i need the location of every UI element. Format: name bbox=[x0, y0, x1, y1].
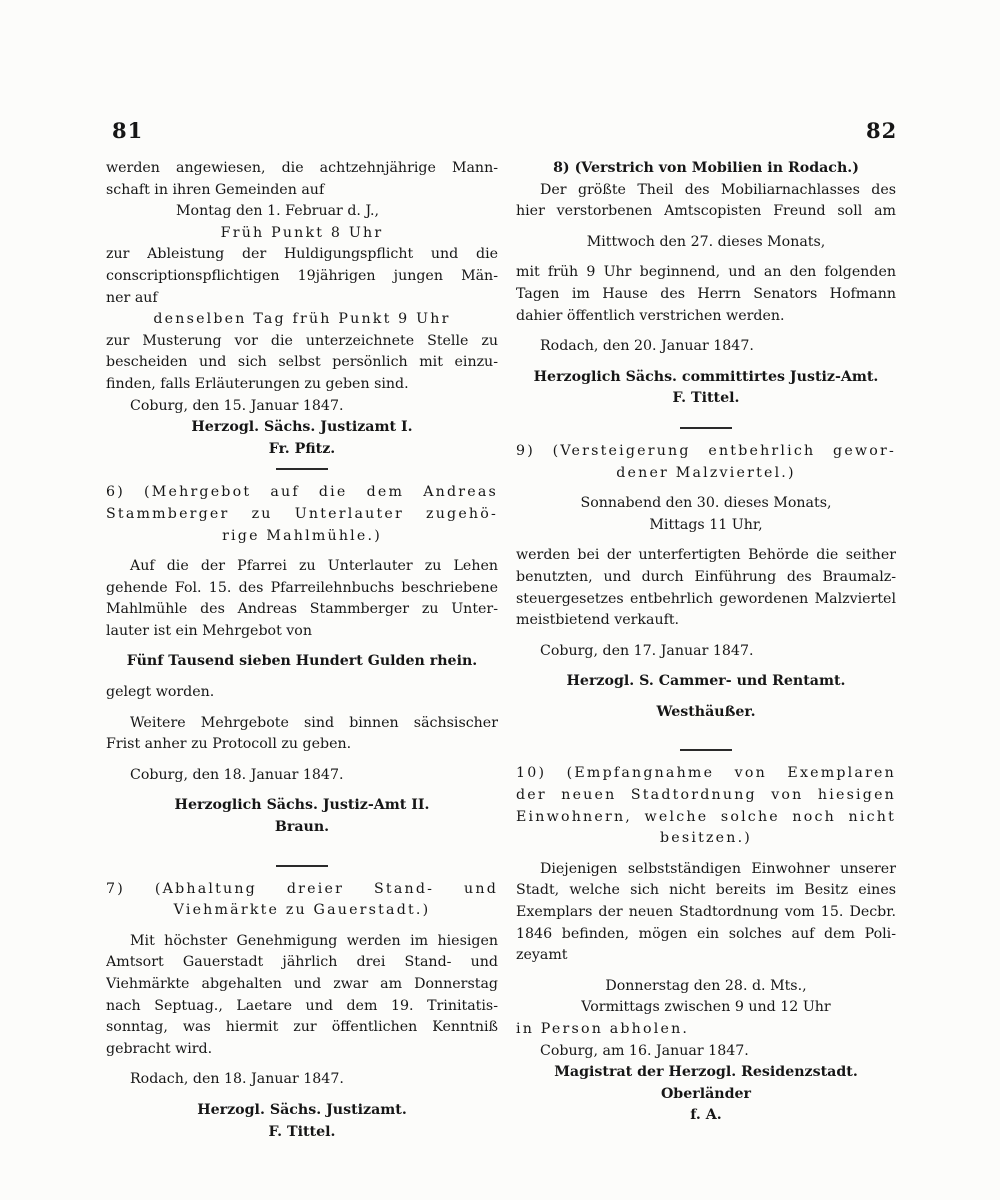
text-line: sonntag, was hiermit zur öffentlichen Kenntniß bbox=[106, 1019, 498, 1036]
notice-heading-line: 7) (Abhaltung dreier Stand- und bbox=[106, 880, 498, 897]
text-line: Mit höchster Genehmigung werden im hiesigen bbox=[130, 932, 498, 949]
text-line: dahier öffentlich verstrichen werden. bbox=[516, 307, 785, 324]
text-line: gehende Fol. 15. des Pfarreilehnbuchs beschriebene bbox=[106, 579, 498, 596]
text-line: werden angewiesen, die achtzehnjährige Mann- bbox=[106, 160, 498, 176]
notice-signature: F. Tittel. bbox=[672, 390, 740, 407]
text-line: meistbietend verkauft. bbox=[516, 612, 680, 629]
text-line: mit früh 9 Uhr beginnend, und an den folgenden bbox=[516, 264, 896, 281]
text-line: 1846 befinden, mögen ein solches auf dem Poli- bbox=[516, 925, 896, 942]
notice-authority: Magistrat der Herzogl. Residenzstadt. bbox=[554, 1064, 858, 1081]
notice-authority: Herzoglich Sächs. committirtes Justiz-Amt. bbox=[533, 368, 879, 385]
notice-authority: Herzogl. Sächs. Justizamt. bbox=[197, 1101, 407, 1118]
page-number-right: 82 bbox=[866, 118, 898, 143]
notice-heading-line: Einwohnern, welche solche noch nicht bbox=[516, 808, 896, 825]
text-line: Sonnabend den 30. dieses Monats, bbox=[580, 495, 832, 512]
notice-date: Coburg, den 17. Januar 1847. bbox=[540, 642, 754, 659]
notice-signature: Fr. Pfitz. bbox=[268, 440, 336, 457]
right-column bbox=[516, 158, 896, 1127]
notice-heading-line: der neuen Stadtordnung von hiesigen bbox=[516, 787, 896, 804]
text-line: Mittwoch den 27. dieses Monats, bbox=[586, 233, 826, 250]
text-line: denselben Tag früh Punkt 9 Uhr bbox=[153, 311, 451, 328]
notice-heading-line: dener Malzviertel.) bbox=[616, 464, 796, 481]
notice-heading-line: 10) (Empfangnahme von Exemplaren bbox=[516, 765, 896, 782]
text-line: werden bei der unterfertigten Behörde die seither bbox=[516, 547, 896, 564]
notice-heading-line: Stammberger zu Unterlauter zugehö- bbox=[106, 505, 498, 522]
text-line: Frist anher zu Protocoll zu geben. bbox=[106, 736, 352, 753]
section-divider bbox=[680, 427, 732, 429]
text-line: Vormittags zwischen 9 und 12 Uhr bbox=[581, 999, 831, 1016]
text-line: hier verstorbenen Amtscopisten Freund soll am bbox=[516, 203, 896, 220]
text-line: gelegt worden. bbox=[106, 684, 215, 701]
text-line: lauter ist ein Mehrgebot von bbox=[106, 622, 312, 639]
text-line: in Person abholen. bbox=[516, 1021, 690, 1037]
notice-signature: F. Tittel. bbox=[268, 1123, 336, 1140]
text-line: Tagen im Hause des Herrn Senators Hofmann bbox=[516, 285, 896, 302]
notice-signature: Oberländer bbox=[660, 1085, 752, 1102]
text-line: benutzten, und durch Einführung des Braumalz- bbox=[516, 568, 896, 585]
notice-6 bbox=[106, 482, 498, 838]
text-line: Viehmärkte abgehalten und zwar am Donnerstag bbox=[106, 976, 498, 992]
notice-date: Coburg, den 18. Januar 1847. bbox=[130, 766, 344, 783]
text-line: ner auf bbox=[106, 289, 158, 306]
text-line: zur Ableistung der Huldigungspflicht und die bbox=[106, 246, 498, 263]
left-column bbox=[106, 158, 498, 1143]
text-line: schaft in ihren Gemeinden auf bbox=[106, 181, 325, 198]
text-line: Mahlmühle des Andreas Stammberger zu Unter- bbox=[106, 601, 498, 618]
notice-heading-line: 8) (Verstrich von Mobilien in Rodach.) bbox=[553, 160, 859, 176]
notice-date: Coburg, am 16. Januar 1847. bbox=[540, 1042, 749, 1059]
notice-heading-line: besitzen.) bbox=[659, 830, 753, 847]
text-line: Stadt, welche sich nicht bereits im Besitz eines bbox=[516, 882, 896, 899]
text-line: Donnerstag den 28. d. Mts., bbox=[605, 977, 807, 994]
notice-heading-line: 6) (Mehrgebot auf die dem Andreas bbox=[106, 484, 498, 501]
notice-10 bbox=[516, 763, 896, 1127]
notice-7 bbox=[106, 879, 498, 1144]
text-line: zeyamt bbox=[516, 947, 568, 964]
text-line: conscriptionspflichtigen 19jährigen jungen Män- bbox=[106, 267, 498, 284]
text-line: nach Septuag., Laetare und dem 19. Trinitatis- bbox=[106, 997, 498, 1014]
text-line: Der größte Theil des Mobiliarnachlasses des bbox=[540, 181, 896, 198]
text-line: Amtsort Gauerstadt jährlich drei Stand- und bbox=[106, 954, 498, 971]
notice-heading-line: 9) (Versteigerung entbehrlich gewor- bbox=[516, 442, 896, 459]
section-divider bbox=[276, 468, 328, 470]
notice-signature: Westhäußer. bbox=[656, 703, 756, 720]
text-line: zur Musterung vor die unterzeichnete Stelle zu bbox=[106, 332, 498, 349]
notice-authority: Herzogl. S. Cammer- und Rentamt. bbox=[566, 673, 846, 690]
text-line: bescheiden und sich selbst persönlich mit einzu- bbox=[106, 354, 498, 371]
text-line: Früh Punkt 8 Uhr bbox=[220, 224, 384, 241]
text-line: Exemplars der neuen Stadtordnung vom 15. Decbr. bbox=[516, 904, 896, 921]
text-line: Mittags 11 Uhr, bbox=[649, 516, 763, 533]
notice-signature: Braun. bbox=[274, 819, 330, 836]
bid-amount: Fünf Tausend sieben Hundert Gulden rhein. bbox=[126, 653, 478, 670]
notice-8 bbox=[516, 158, 896, 410]
notice-date: Rodach, den 18. Januar 1847. bbox=[130, 1071, 344, 1088]
text-line: Diejenigen selbstständigen Einwohner unserer bbox=[540, 860, 896, 877]
text-line: steuergesetzes entbehrlich gewordenen Malzviertel bbox=[516, 590, 896, 607]
text-line: Weitere Mehrgebote sind binnen sächsischer bbox=[130, 714, 498, 731]
text-line: Montag den 1. Februar d. J., bbox=[176, 203, 380, 220]
text-line: gebracht wird. bbox=[106, 1040, 213, 1057]
notice-heading-line: rige Mahlmühle.) bbox=[222, 527, 382, 544]
section-divider bbox=[276, 865, 328, 867]
text-line: finden, falls Erläuterungen zu geben sind. bbox=[106, 375, 409, 392]
text-line: Auf die der Pfarrei zu Unterlauter zu Lehen bbox=[130, 558, 498, 575]
notice-signature-note: f. A. bbox=[690, 1107, 722, 1124]
notice-9 bbox=[516, 441, 896, 724]
notice-date: Rodach, den 20. Januar 1847. bbox=[540, 338, 754, 355]
notice-authority: Herzoglich Sächs. Justiz-Amt II. bbox=[174, 797, 430, 814]
section-divider bbox=[680, 749, 732, 751]
page-number-left: 81 bbox=[112, 118, 144, 143]
notice-5-continuation bbox=[106, 158, 498, 460]
notice-heading-line: Viehmärkte zu Gauerstadt.) bbox=[173, 902, 431, 919]
notice-date: Coburg, den 15. Januar 1847. bbox=[130, 397, 344, 414]
notice-authority: Herzogl. Sächs. Justizamt I. bbox=[191, 419, 413, 436]
